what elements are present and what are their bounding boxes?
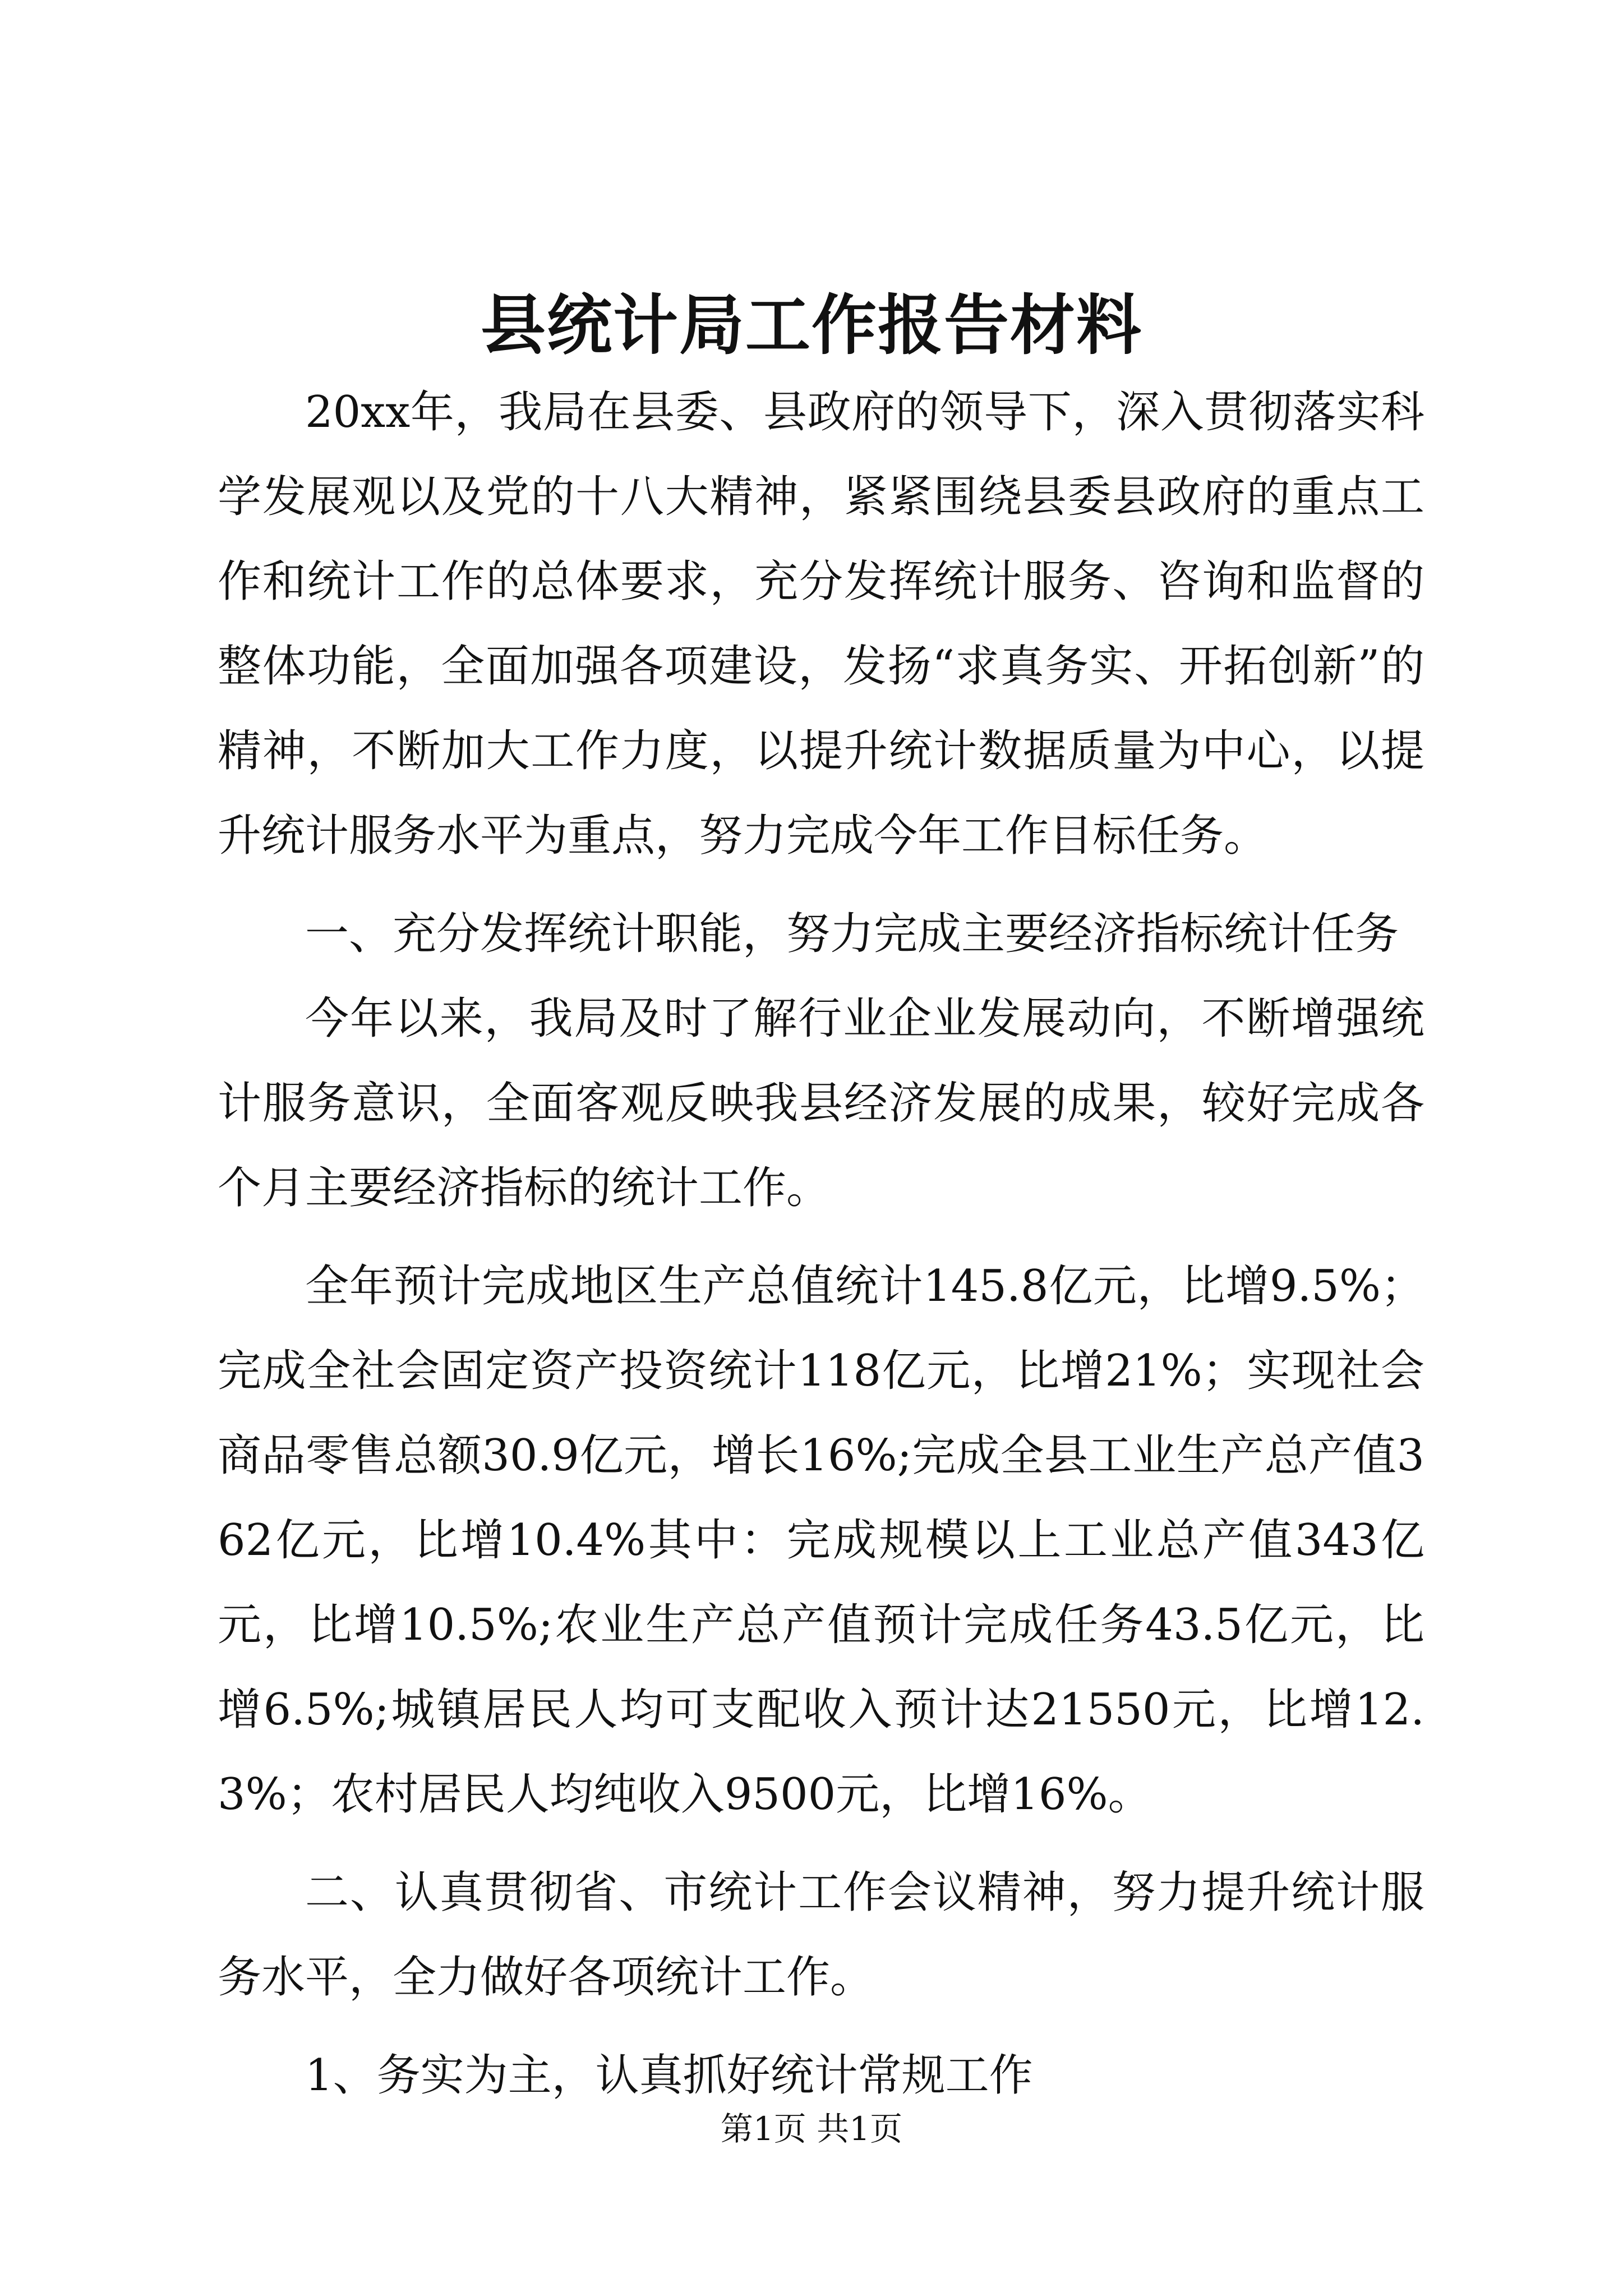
subsection-heading-1: 1、务实为主，认真抓好统计常规工作 (305, 2050, 1033, 2101)
document-body (218, 370, 1424, 2118)
section-heading-2: 二、认真贯彻省、市统计工作会议精神，努力提升统计服务水平，全力做好各项统计工作。 (218, 1867, 1424, 2003)
paragraph-intro: 20xx年，我局在县委、县政府的领导下，深入贯彻落实科学发展观以及党的十八大精神，紧紧围绕县委县政府的重点工作和统计工作的总体要求，充分发挥统计服务、咨询和监督的整体功能，全面加强各项建设，发扬“求真务实、开拓创新”的精神，不断加大工作力度，以提升统计数据质量为中心，以提升统计服务水平为重点，努力完成今年工作目标任务。 (218, 387, 1424, 861)
section-heading-1: 一、充分发挥统计职能，努力完成主要经济指标统计任务 (305, 909, 1399, 959)
paragraph-overview: 今年以来，我局及时了解行业企业发展动向，不断增强统计服务意识，全面客观反映我县经济发展的成果，较好完成各个月主要经济指标的统计工作。 (218, 993, 1424, 1213)
document-title: 县统计局工作报告材料 (481, 287, 1142, 364)
paragraph-indicators: 全年预计完成地区生产总值统计145.8亿元，比增9.5%；完成全社会固定资产投资统计118亿元，比增21%；实现社会商品零售总额30.9亿元，增长16%;完成全县工业生产总产值362亿元，比增10.4%其中：完成规模以上工业总产值343亿元，比增10.5%;农业生产总产值预计完成任务43.5亿元，比增6.5%;城镇居民人均可支配收入预计达21550元，比增12.3%；农村居民人均纯收入9500元，比增16%。 (218, 1261, 1424, 1820)
page-footer: 第1页 共1页 (720, 2110, 903, 2148)
